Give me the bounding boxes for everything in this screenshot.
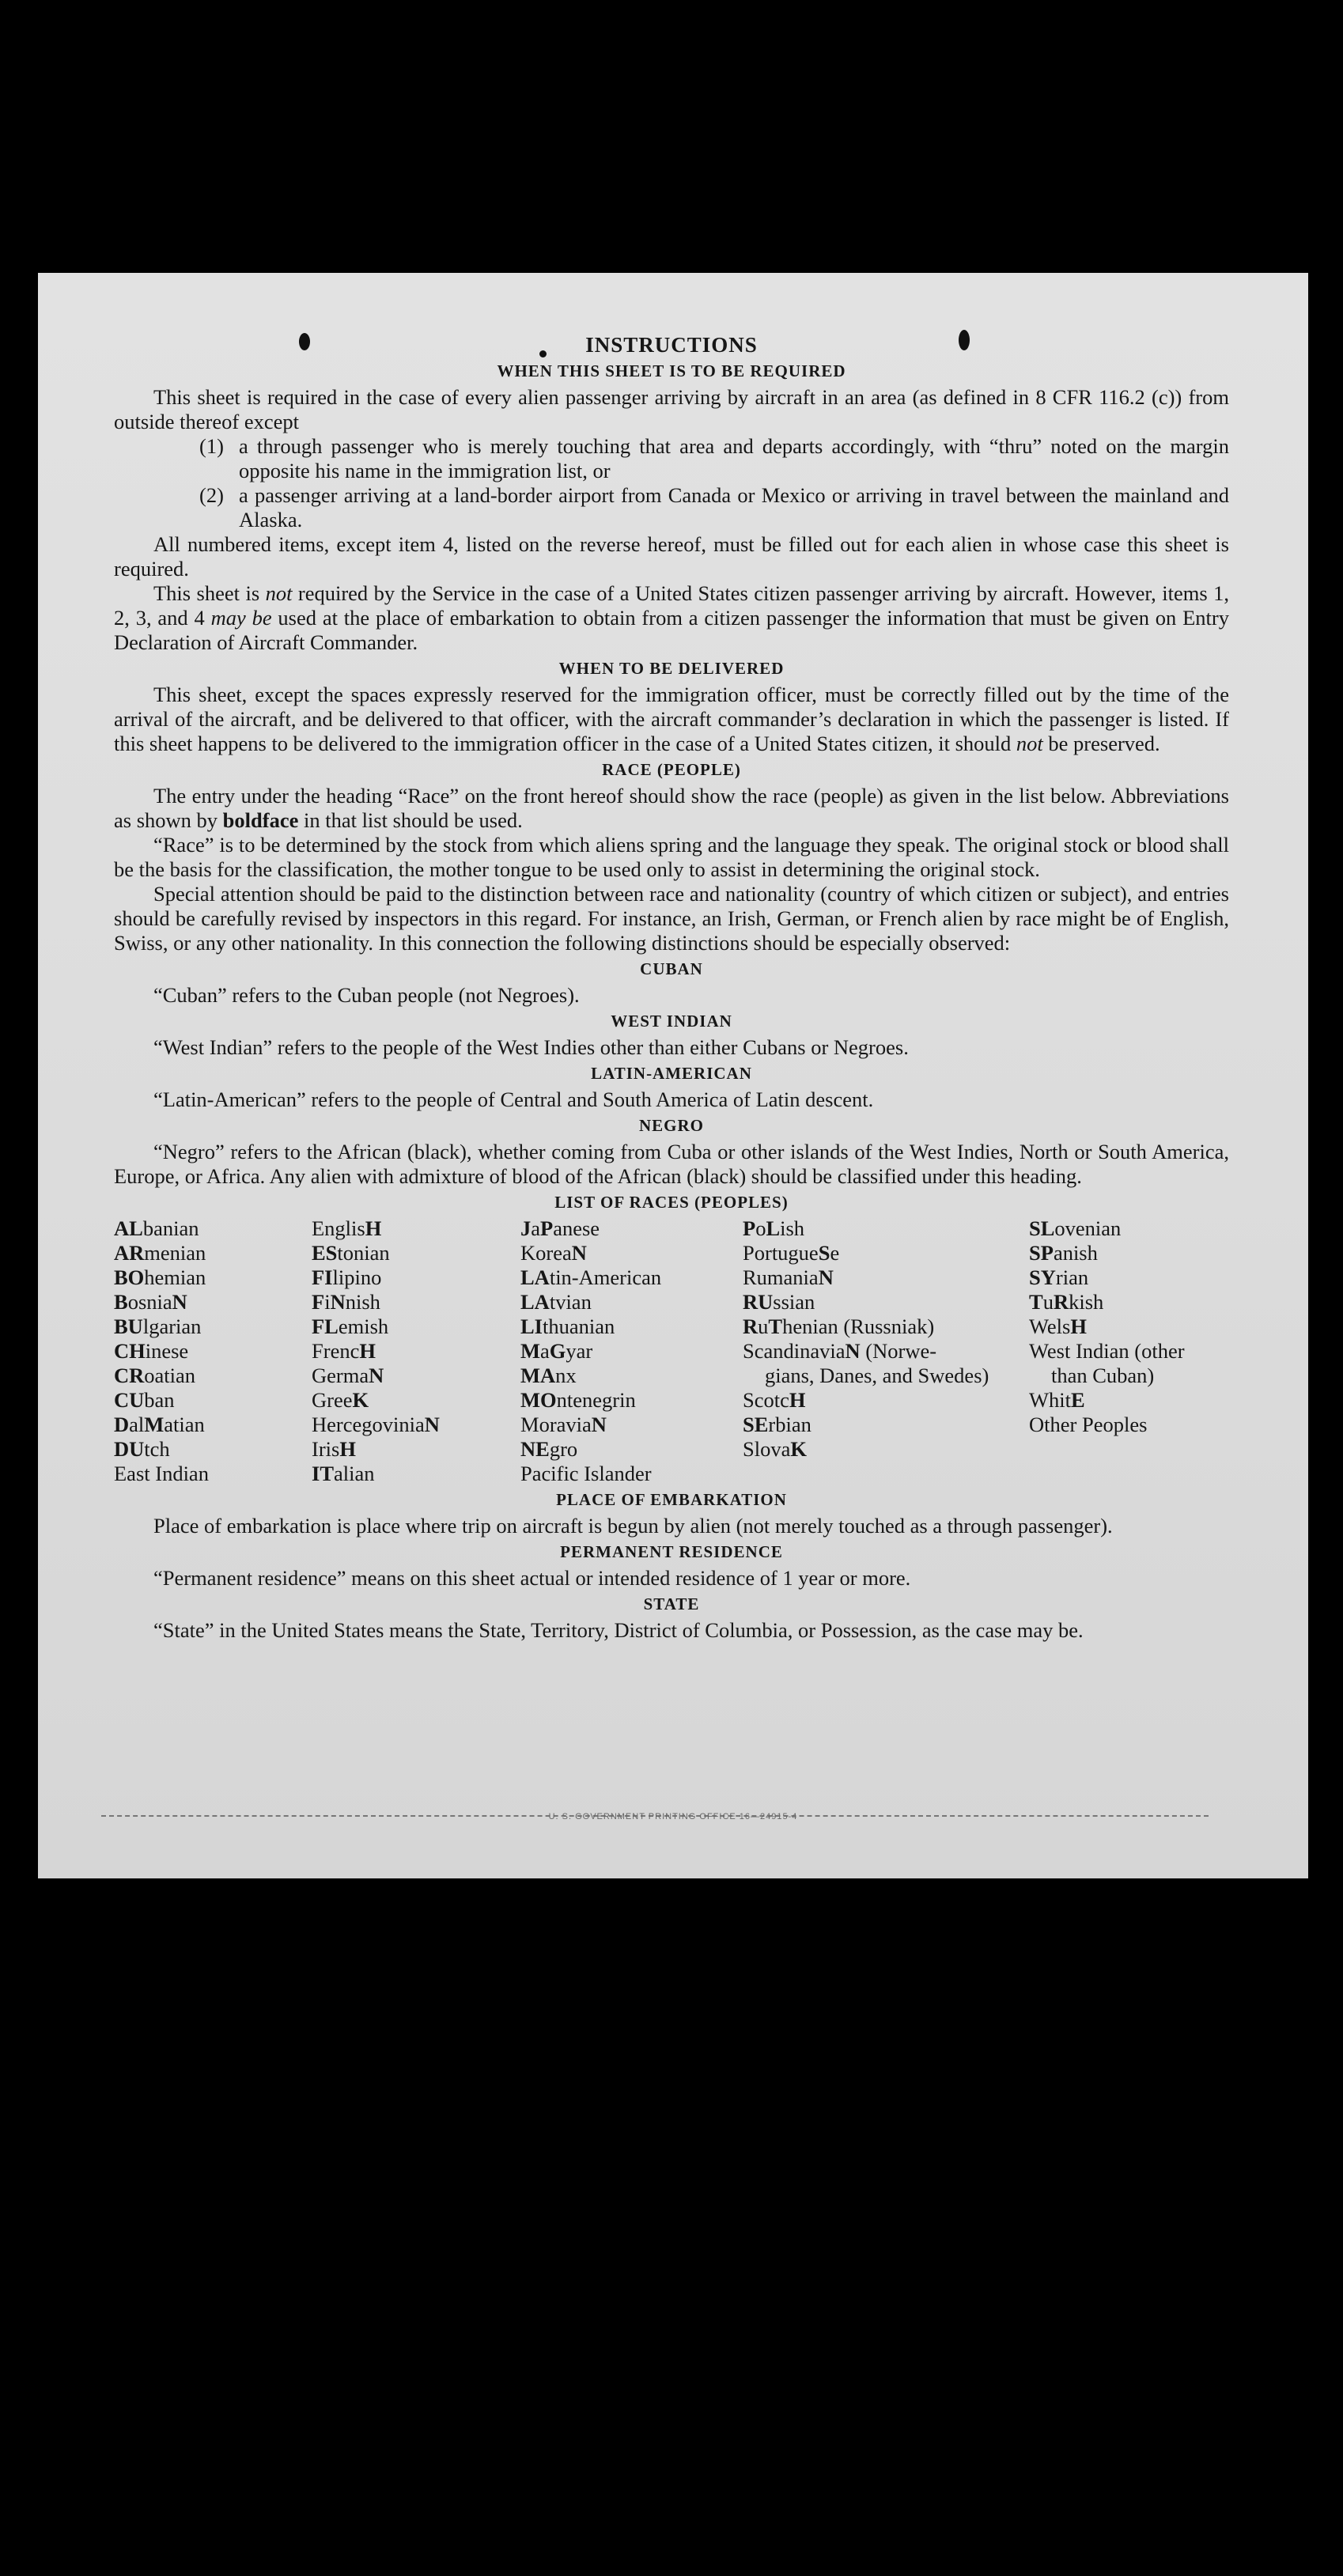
paragraph: “Race” is to be determined by the stock from which aliens spring and the language they speak. The original stock or blood shall be the basis for the classification, the mother tongue to be used only to assist in determining the original stock.	[114, 833, 1229, 881]
bold-text: boldface	[222, 808, 299, 832]
text-run: in that list should be used.	[298, 808, 523, 832]
document-sheet	[38, 273, 1308, 1878]
race-entry: RUssian	[743, 1290, 815, 1314]
text-run: The entry under the heading “Race” on the front hereof should show the race (people) as given in the list below. Abbreviations as shown by	[114, 784, 1229, 832]
race-entry: WelsH	[1029, 1314, 1087, 1338]
race-entry: EStonian	[312, 1241, 390, 1265]
section-heading-residence: PERMANENT RESIDENCE	[560, 1542, 783, 1561]
race-entry: SYrian	[1029, 1265, 1089, 1289]
item-number: (2)	[199, 483, 224, 507]
race-entry: FiNnish	[312, 1290, 380, 1314]
race-entry: NEgro	[520, 1437, 578, 1461]
paragraph	[114, 581, 1229, 655]
paragraph: Special attention should be paid to the distinction between race and nationality (country of which citizen or subject), and entries should be carefully revised by inspectors in this regard. For instance, an Irish, German, or French alien by race might be of English, Swiss, or any other nationality. In this connection the following distinctions should be especially observed:	[114, 882, 1229, 955]
paragraph: “Cuban” refers to the Cuban people (not Negroes).	[153, 983, 580, 1007]
paragraph: “State” in the United States means the State, Territory, District of Columbia, or Possession, as the case may be.	[153, 1618, 1084, 1642]
race-entry: GreeK	[312, 1388, 369, 1412]
race-entry: DUtch	[114, 1437, 170, 1461]
paragraph	[114, 683, 1229, 756]
list-item	[199, 483, 1229, 532]
text-run: This sheet is	[153, 581, 266, 605]
races-column	[114, 1216, 312, 1486]
race-entry: FrencH	[312, 1339, 376, 1363]
race-entry: GermaN	[312, 1364, 384, 1387]
race-entry: East Indian	[114, 1462, 209, 1485]
text-run: required by the Service in the case of a United States citizen passenger arriving by aircraft. However, items 1, 2, 3, and 4	[114, 581, 1229, 630]
race-entry: ARmenian	[114, 1241, 206, 1265]
text-run: This sheet, except the spaces expressly reserved for the immigration officer, must be correctly filled out by the time of the arrival of the aircraft, and be delivered to that officer, with the aircraft commander’s declaration in which the passenger is listed. If this sheet happens to be delivered to the immigration officer in the case of a United States citizen, it should	[114, 683, 1229, 755]
italic-text: may be	[210, 606, 272, 630]
race-entry: WhitE	[1029, 1388, 1085, 1412]
races-column	[1029, 1216, 1229, 1486]
race-entry: MoraviaN	[520, 1413, 607, 1436]
race-entry: BOhemian	[114, 1265, 206, 1289]
item-text: a through passenger who is merely touching that area and departs accordingly, with “thru” noted on the margin opposite his name in the immigration list, or	[239, 434, 1229, 482]
race-entry: SLovenian	[1029, 1216, 1122, 1240]
section-heading-state: STATE	[643, 1594, 700, 1613]
race-entry: FLemish	[312, 1314, 389, 1338]
race-entry: Pacific Islander	[520, 1462, 652, 1485]
paragraph: “Permanent residence” means on this sheet actual or intended residence of 1 year or more.	[153, 1566, 911, 1590]
section-heading-west-indian: WEST INDIAN	[611, 1012, 732, 1031]
section-heading-required: WHEN THIS SHEET IS TO BE REQUIRED	[497, 361, 846, 380]
item-text: a passenger arriving at a land-border airport from Canada or Mexico or arriving in travel between the mainland and Alaska.	[239, 483, 1229, 531]
text-run: used at the place of embarkation to obtain from a citizen passenger the information that must be given on Entry Declaration of Aircraft Commander.	[114, 606, 1229, 654]
race-entry: LAtvian	[520, 1290, 592, 1314]
race-entry: CRoatian	[114, 1364, 196, 1387]
race-entry: Other Peoples	[1029, 1413, 1148, 1436]
race-entry: DalMatian	[114, 1413, 205, 1436]
race-entry: ScandinaviaN (Norwe-	[743, 1339, 937, 1363]
race-entry: MaGyar	[520, 1339, 593, 1363]
race-entry: MOntenegrin	[520, 1388, 636, 1412]
race-entry: SlovaK	[743, 1437, 807, 1461]
races-list	[114, 1216, 1229, 1486]
race-entry: JaPanese	[520, 1216, 600, 1240]
race-entry: West Indian (other	[1029, 1339, 1185, 1363]
paragraph: “West Indian” refers to the people of the West Indies other than either Cubans or Negroes.	[153, 1035, 909, 1059]
race-entry: KoreaN	[520, 1241, 587, 1265]
section-heading-latin-american: LATIN-AMERICAN	[591, 1064, 752, 1083]
race-entry: BosniaN	[114, 1290, 187, 1314]
italic-text: not	[1016, 732, 1043, 755]
races-column	[312, 1216, 520, 1486]
text-run: be preserved.	[1042, 732, 1160, 755]
paragraph: This sheet is required in the case of every alien passenger arriving by aircraft in an area (as defined in 8 CFR 116.2 (c)) from outside thereof except	[114, 385, 1229, 433]
printing-office-footer: U. S. GOVERNMENT PRINTING OFFICE 16—24915-4	[548, 1812, 798, 1821]
paragraph: “Latin-American” refers to the people of Central and South America of Latin descent.	[153, 1088, 874, 1111]
item-number: (1)	[199, 434, 224, 458]
race-entry: BUlgarian	[114, 1314, 202, 1338]
section-heading-cuban: CUBAN	[640, 959, 703, 978]
race-entry-continuation: gians, Danes, and Swedes)	[765, 1364, 989, 1387]
paragraph: All numbered items, except item 4, listed on the reverse hereof, must be filled out for each alien in whose case this sheet is required.	[114, 532, 1229, 581]
instructions-content	[114, 333, 1229, 1643]
race-entry-continuation: than Cuban)	[1051, 1364, 1155, 1387]
section-heading-embarkation: PLACE OF EMBARKATION	[556, 1490, 787, 1509]
race-entry: MAnx	[520, 1364, 577, 1387]
paragraph: “Negro” refers to the African (black), whether coming from Cuba or other islands of the West Indies, North or South America, Europe, or Africa. Any alien with admixture of blood of the African (black) should be classified under this heading.	[114, 1140, 1229, 1188]
race-entry: RuThenian (Russniak)	[743, 1314, 935, 1338]
race-entry: ALbanian	[114, 1216, 199, 1240]
races-column	[743, 1216, 1029, 1486]
races-column	[520, 1216, 743, 1486]
section-heading-race: RACE (PEOPLE)	[602, 760, 741, 779]
race-entry: IrisH	[312, 1437, 356, 1461]
race-entry: RumaniaN	[743, 1265, 834, 1289]
race-entry: HercegoviniaN	[312, 1413, 440, 1436]
section-heading-races-list: LIST OF RACES (PEOPLES)	[554, 1193, 789, 1212]
section-heading-negro: NEGRO	[638, 1116, 704, 1135]
race-entry: EnglisH	[312, 1216, 382, 1240]
paragraph: Place of embarkation is place where trip on aircraft is begun by alien (not merely touched as a through passenger).	[153, 1514, 1113, 1538]
race-entry: FIlipino	[312, 1265, 382, 1289]
paragraph	[114, 784, 1229, 833]
race-entry: SPanish	[1029, 1241, 1098, 1265]
race-entry: ScotcH	[743, 1388, 806, 1412]
list-item	[199, 434, 1229, 483]
race-entry: SErbian	[743, 1413, 811, 1436]
race-entry: PortugueSe	[743, 1241, 840, 1265]
race-entry: LAtin-American	[520, 1265, 662, 1289]
race-entry: TuRkish	[1029, 1290, 1104, 1314]
italic-text: not	[265, 581, 293, 605]
section-heading-delivered: WHEN TO BE DELIVERED	[558, 659, 785, 678]
race-entry: LIthuanian	[520, 1314, 615, 1338]
race-entry: ITalian	[312, 1462, 375, 1485]
page-title: INSTRUCTIONS	[585, 333, 758, 357]
race-entry: CHinese	[114, 1339, 189, 1363]
race-entry: PoLish	[743, 1216, 805, 1240]
race-entry: CUban	[114, 1388, 175, 1412]
